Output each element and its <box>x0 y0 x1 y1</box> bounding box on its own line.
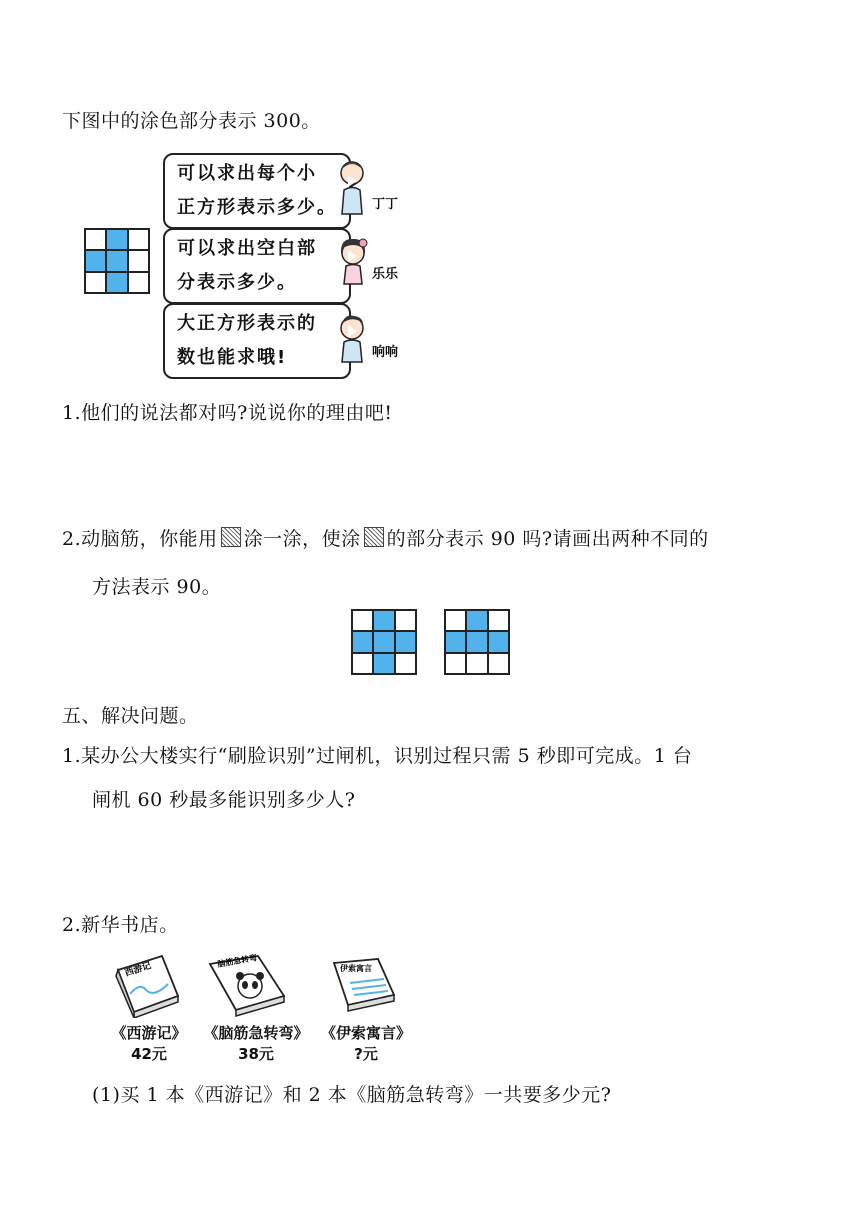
book-price: 38元 <box>238 1045 274 1063</box>
shaded-grid-figure <box>84 228 150 294</box>
book-cover-title: 脑筋急转弯 <box>216 953 258 969</box>
bubble-line: 正方形表示多少。 <box>177 197 337 218</box>
grid-cell-blank <box>86 230 105 249</box>
grid-cell-blank[interactable] <box>353 611 372 630</box>
problem-1-line2: 闸机 60 秒最多能识别多少人? <box>92 789 356 811</box>
child-avatar-icon <box>336 312 368 364</box>
speech-bubble-dingding <box>163 153 351 229</box>
problem-2: 2.新华书店。 <box>62 914 179 936</box>
bubble-line: 可以求出每个小 <box>177 163 317 184</box>
grid-cell-shaded <box>107 230 126 249</box>
grid-cell-shaded[interactable] <box>446 632 465 651</box>
grid-cell-shaded[interactable] <box>374 632 393 651</box>
section-heading: 五、解决问题。 <box>62 705 199 727</box>
grid-cell-shaded <box>107 251 126 270</box>
grid-cell-blank <box>129 251 148 270</box>
bubble-line: 分表示多少。 <box>177 272 297 293</box>
grid-cell-blank[interactable] <box>353 654 372 673</box>
book-xiyouji-icon <box>112 952 184 1018</box>
problem-2-sub-1: (1)买 1 本《西游记》和 2 本《脑筋急转弯》一共要多少元? <box>92 1084 612 1106</box>
bubble-line: 大正方形表示的 <box>177 313 317 334</box>
grid-cell-blank[interactable] <box>396 611 415 630</box>
character-name: 响响 <box>372 345 399 360</box>
grid-cell-blank[interactable] <box>446 654 465 673</box>
book-title: 《脑筋急转弯》 <box>203 1024 309 1042</box>
book-title: 《伊索寓言》 <box>320 1024 411 1042</box>
book-title: 《西游记》 <box>111 1024 187 1042</box>
grid-cell-blank <box>129 273 148 292</box>
answer-grid-a[interactable] <box>351 609 417 675</box>
grid-cell-blank <box>129 230 148 249</box>
book-naojin-icon <box>206 952 288 1018</box>
grid-cell-shaded <box>86 251 105 270</box>
grid-cell-shaded[interactable] <box>353 632 372 651</box>
book-cover-title: 伊索寓言 <box>340 964 372 973</box>
character-name: 乐乐 <box>372 267 399 282</box>
book-cover-title: 西游记 <box>123 960 153 979</box>
speech-bubble-xiangxiang <box>163 303 351 379</box>
grid-cell-shaded[interactable] <box>396 632 415 651</box>
book-yisuo-icon <box>328 955 400 1017</box>
question-2 <box>62 524 709 551</box>
grid-cell-shaded[interactable] <box>374 611 393 630</box>
grid-cell-blank <box>86 273 105 292</box>
problem-1-line1: 1.某办公大楼实行“刷脸识别”过闸机，识别过程只需 5 秒即可完成。1 台 <box>62 745 693 767</box>
grid-cell-blank[interactable] <box>489 611 508 630</box>
question-2-part-a: 2.动脑筋，你能用 <box>62 528 218 550</box>
grid-cell-blank[interactable] <box>396 654 415 673</box>
grid-cell-shaded[interactable] <box>489 632 508 651</box>
grid-cell-blank[interactable] <box>446 611 465 630</box>
answer-grid-b[interactable] <box>444 609 510 675</box>
grid-cell-blank[interactable] <box>467 654 486 673</box>
book-price: 42元 <box>131 1045 167 1063</box>
book-price: ?元 <box>354 1045 378 1063</box>
grid-cell-shaded[interactable] <box>467 611 486 630</box>
boy-avatar-icon <box>336 158 368 216</box>
question-2-line2: 方法表示 90。 <box>92 576 222 598</box>
grid-cell-shaded[interactable] <box>374 654 393 673</box>
hatch-swatch-icon <box>364 527 384 547</box>
intro-text: 下图中的涂色部分表示 300。 <box>62 110 321 132</box>
grid-cell-shaded <box>107 273 126 292</box>
bubble-line: 可以求出空白部 <box>177 238 317 259</box>
question-1: 1.他们的说法都对吗?说说你的理由吧! <box>62 402 393 424</box>
bubble-line: 数也能求哦! <box>177 347 288 368</box>
character-name: 丁丁 <box>372 197 399 212</box>
grid-cell-blank[interactable] <box>489 654 508 673</box>
speech-bubble-lele <box>163 228 351 304</box>
question-2-part-c: 的部分表示 90 吗?请画出两种不同的 <box>386 528 709 550</box>
question-2-part-b: 涂一涂，使涂 <box>243 528 361 550</box>
grid-cell-shaded[interactable] <box>467 632 486 651</box>
hatch-swatch-icon <box>221 527 241 547</box>
